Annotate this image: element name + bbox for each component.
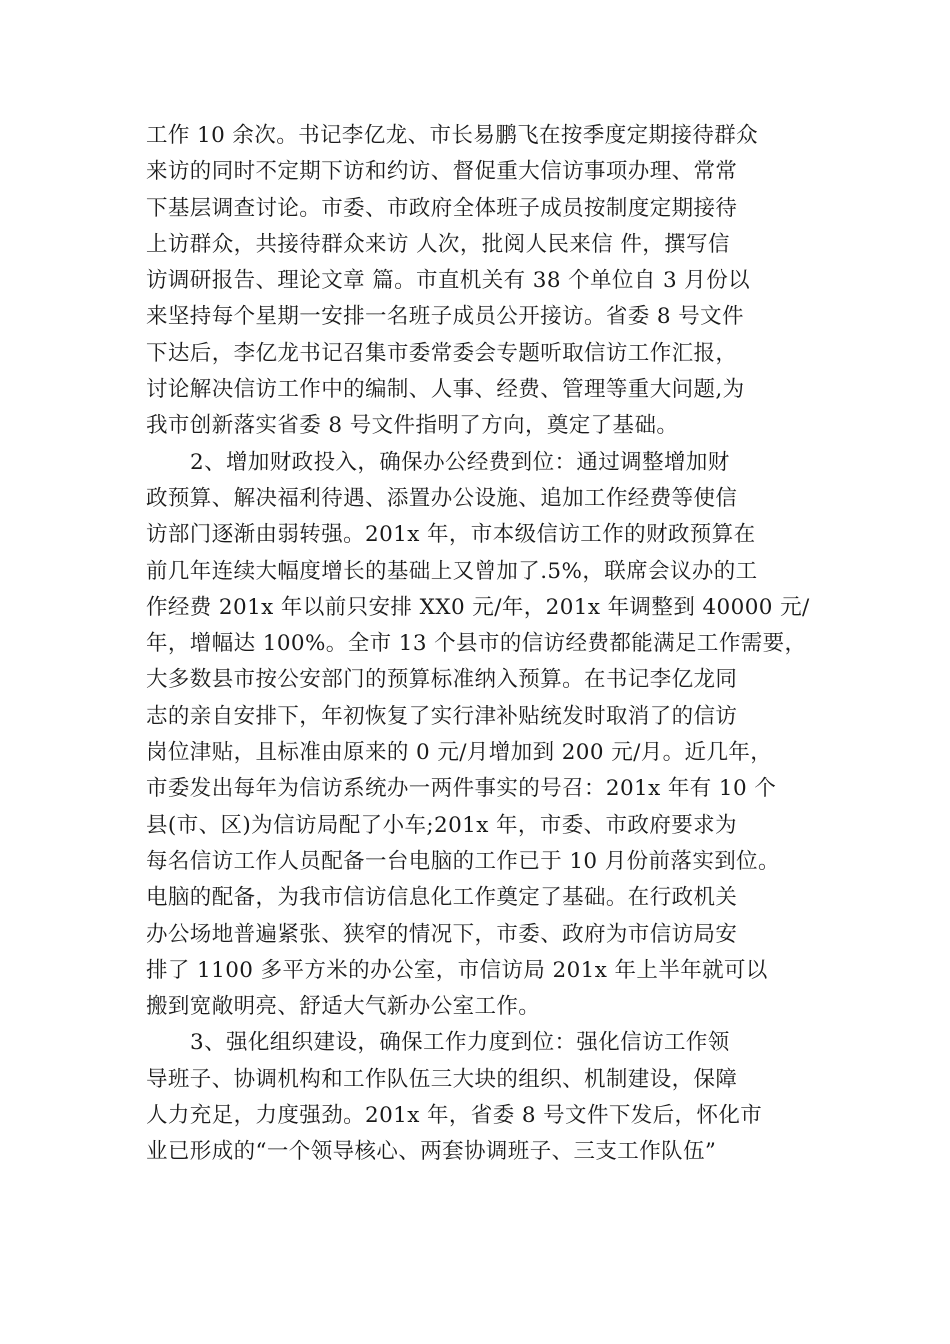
body-text <box>146 118 826 1171</box>
text-line: 来访的同时不定期下访和约访、督促重大信访事项办理、常常 <box>146 159 738 185</box>
text-line: 年，增幅达 100%。全市 13 个县市的信访经费都能满足工作需要， <box>146 631 807 657</box>
text-line: 市委发出每年为信访系统办一两件事实的号召：201x 年有 10 个 <box>146 776 777 802</box>
text-line: 作经费 201x 年以前只安排 XX0 元/年，201x 年调整到 40000 元/ <box>146 594 810 620</box>
text-line: 业已形成的“一个领导核心、两套协调班子、三支工作队伍” <box>146 1139 717 1165</box>
text-line: 办公场地普遍紧张、狭窄的情况下，市委、政府为市信访局安 <box>146 921 738 947</box>
text-line: 访调研报告、理论文章 篇。市直机关有 38 个单位自 3 月份以 <box>146 268 751 294</box>
text-line: 前几年连续大幅度增长的基础上又曾加了.5%，联席会议办的工 <box>146 558 758 584</box>
text-line: 来坚持每个星期一安排一名班子成员公开接访。省委 8 号文件 <box>146 304 744 330</box>
text-line: 下基层调查讨论。市委、市政府全体班子成员按制度定期接待 <box>146 195 738 221</box>
text-line: 我市创新落实省委 8 号文件指明了方向，奠定了基础。 <box>146 413 679 439</box>
text-line: 电脑的配备，为我市信访信息化工作奠定了基础。在行政机关 <box>146 885 738 911</box>
text-line: 志的亲自安排下，年初恢复了实行津补贴统发时取消了的信访 <box>146 703 738 729</box>
text-line: 访部门逐渐由弱转强。201x 年，市本级信访工作的财政预算在 <box>146 522 756 548</box>
paragraph-3-heading-line: 3、强化组织建设，确保工作力度到位：强化信访工作领 <box>190 1030 730 1056</box>
text-line: 工作 10 余次。书记李亿龙、市长易鹏飞在按季度定期接待群众 <box>146 123 759 148</box>
text-line: 每名信访工作人员配备一台电脑的工作已于 10 月份前落实到位。 <box>146 848 780 874</box>
text-line: 搬到宽敞明亮、舒适大气新办公室工作。 <box>146 994 541 1020</box>
text-line: 排了 1100 多平方米的办公室，市信访局 201x 年上半年就可以 <box>146 957 768 983</box>
text-line: 人力充足，力度强劲。201x 年，省委 8 号文件下发后，怀化市 <box>146 1103 763 1129</box>
text-line: 导班子、协调机构和工作队伍三大块的组织、机制建设，保障 <box>146 1066 738 1092</box>
text-line: 县(市、区)为信访局配了小车;201x 年，市委、市政府要求为 <box>146 812 737 838</box>
text-line: 下达后，李亿龙书记召集市委常委会专题听取信访工作汇报， <box>146 340 738 366</box>
paragraph-2-heading-line: 2、增加财政投入，确保办公经费到位：通过调整增加财 <box>190 449 730 475</box>
text-line: 大多数县市按公安部门的预算标准纳入预算。在书记李亿龙同 <box>146 667 738 693</box>
text-line: 讨论解决信访工作中的编制、人事、经费、管理等重大问题,为 <box>146 377 745 403</box>
text-line: 岗位津贴，且标准由原来的 0 元/月增加到 200 元/月。近几年， <box>146 740 773 766</box>
text-line: 政预算、解决福利待遇、添置办公设施、追加工作经费等使信 <box>146 485 738 511</box>
text-line: 上访群众，共接待群众来访 人次，批阅人民来信 件，撰写信 <box>146 231 730 257</box>
